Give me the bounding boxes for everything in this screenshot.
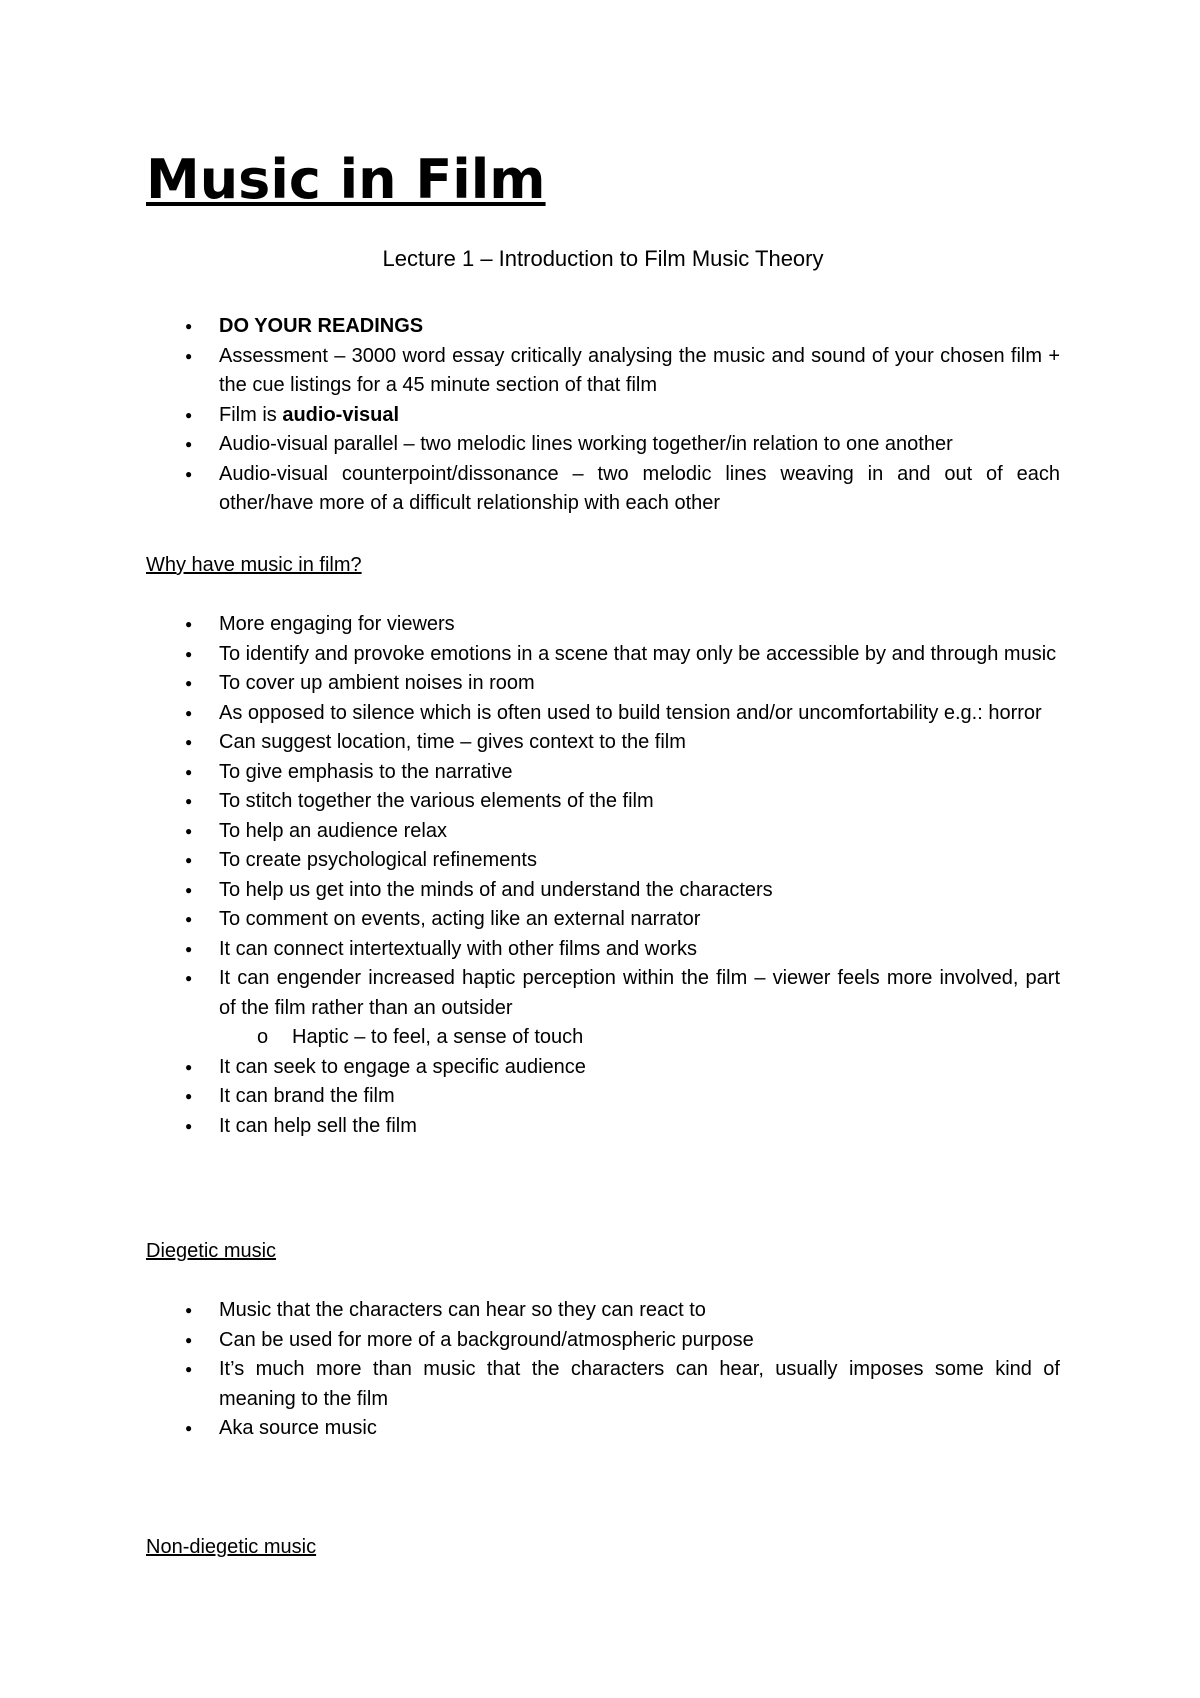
diegetic-list [146, 1296, 1060, 1444]
list-item: ● It can connect intertextually with other films and works [146, 935, 1060, 965]
section-heading-nondiegetic: Non-diegetic music [146, 1536, 317, 1558]
list-item: ● Can suggest location, time – gives context to the film [146, 728, 1060, 758]
list-item: ● Audio-visual parallel – two melodic lines working together/in relation to one another [146, 430, 1060, 460]
list-item: ● DO YOUR READINGS [146, 312, 1060, 342]
section-heading-diegetic: Diegetic music [146, 1240, 277, 1262]
list-item: ● To create psychological refinements [146, 846, 1060, 876]
list-item: ● It can help sell the film [146, 1112, 1060, 1142]
list-item: ● To identify and provoke emotions in a scene that may only be accessible by and through music [146, 640, 1060, 670]
sub-list-item: o Haptic – to feel, a sense of touch [146, 1023, 1060, 1053]
list-item: ● It can seek to engage a specific audience [146, 1053, 1060, 1083]
lecture-subtitle: Lecture 1 – Introduction to Film Music Theory [382, 246, 824, 271]
why-list [146, 610, 1060, 1141]
list-item: ● To help an audience relax [146, 817, 1060, 847]
list-item: ● To cover up ambient noises in room [146, 669, 1060, 699]
list-item: ● To give emphasis to the narrative [146, 758, 1060, 788]
list-item-text: Film is [219, 403, 283, 426]
list-item: ● More engaging for viewers [146, 610, 1060, 640]
section-heading-why: Why have music in film? [146, 554, 362, 576]
list-item: ● It’s much more than music that the characters can hear, usually imposes some kind of meaning to the film [146, 1355, 1060, 1414]
list-item: ● Audio-visual counterpoint/dissonance – two melodic lines weaving in and out of each other/have more of a difficult relationship with each other [146, 460, 1060, 519]
bold-term: audio-visual [282, 403, 400, 426]
list-item: ● To comment on events, acting like an external narrator [146, 905, 1060, 935]
list-item: ● Aka source music [146, 1414, 1060, 1444]
list-item: ● Music that the characters can hear so they can react to [146, 1296, 1060, 1326]
list-item: ● It can brand the film [146, 1082, 1060, 1112]
list-item: ● To help us get into the minds of and understand the characters [146, 876, 1060, 906]
page-title: Music in Film [146, 148, 546, 211]
list-item: ● As opposed to silence which is often used to build tension and/or uncomfortability e.g.: horror [146, 699, 1060, 729]
list-item [146, 401, 1060, 431]
intro-list [146, 312, 1060, 519]
list-item: ● Can be used for more of a background/atmospheric purpose [146, 1326, 1060, 1356]
list-item: ● It can engender increased haptic perception within the film – viewer feels more involved, part of the film rather than an outsider [146, 964, 1060, 1023]
list-item: ● To stitch together the various elements of the film [146, 787, 1060, 817]
list-item: ● Assessment – 3000 word essay critically analysing the music and sound of your chosen film + the cue listings for a 45 minute section of that film [146, 342, 1060, 401]
